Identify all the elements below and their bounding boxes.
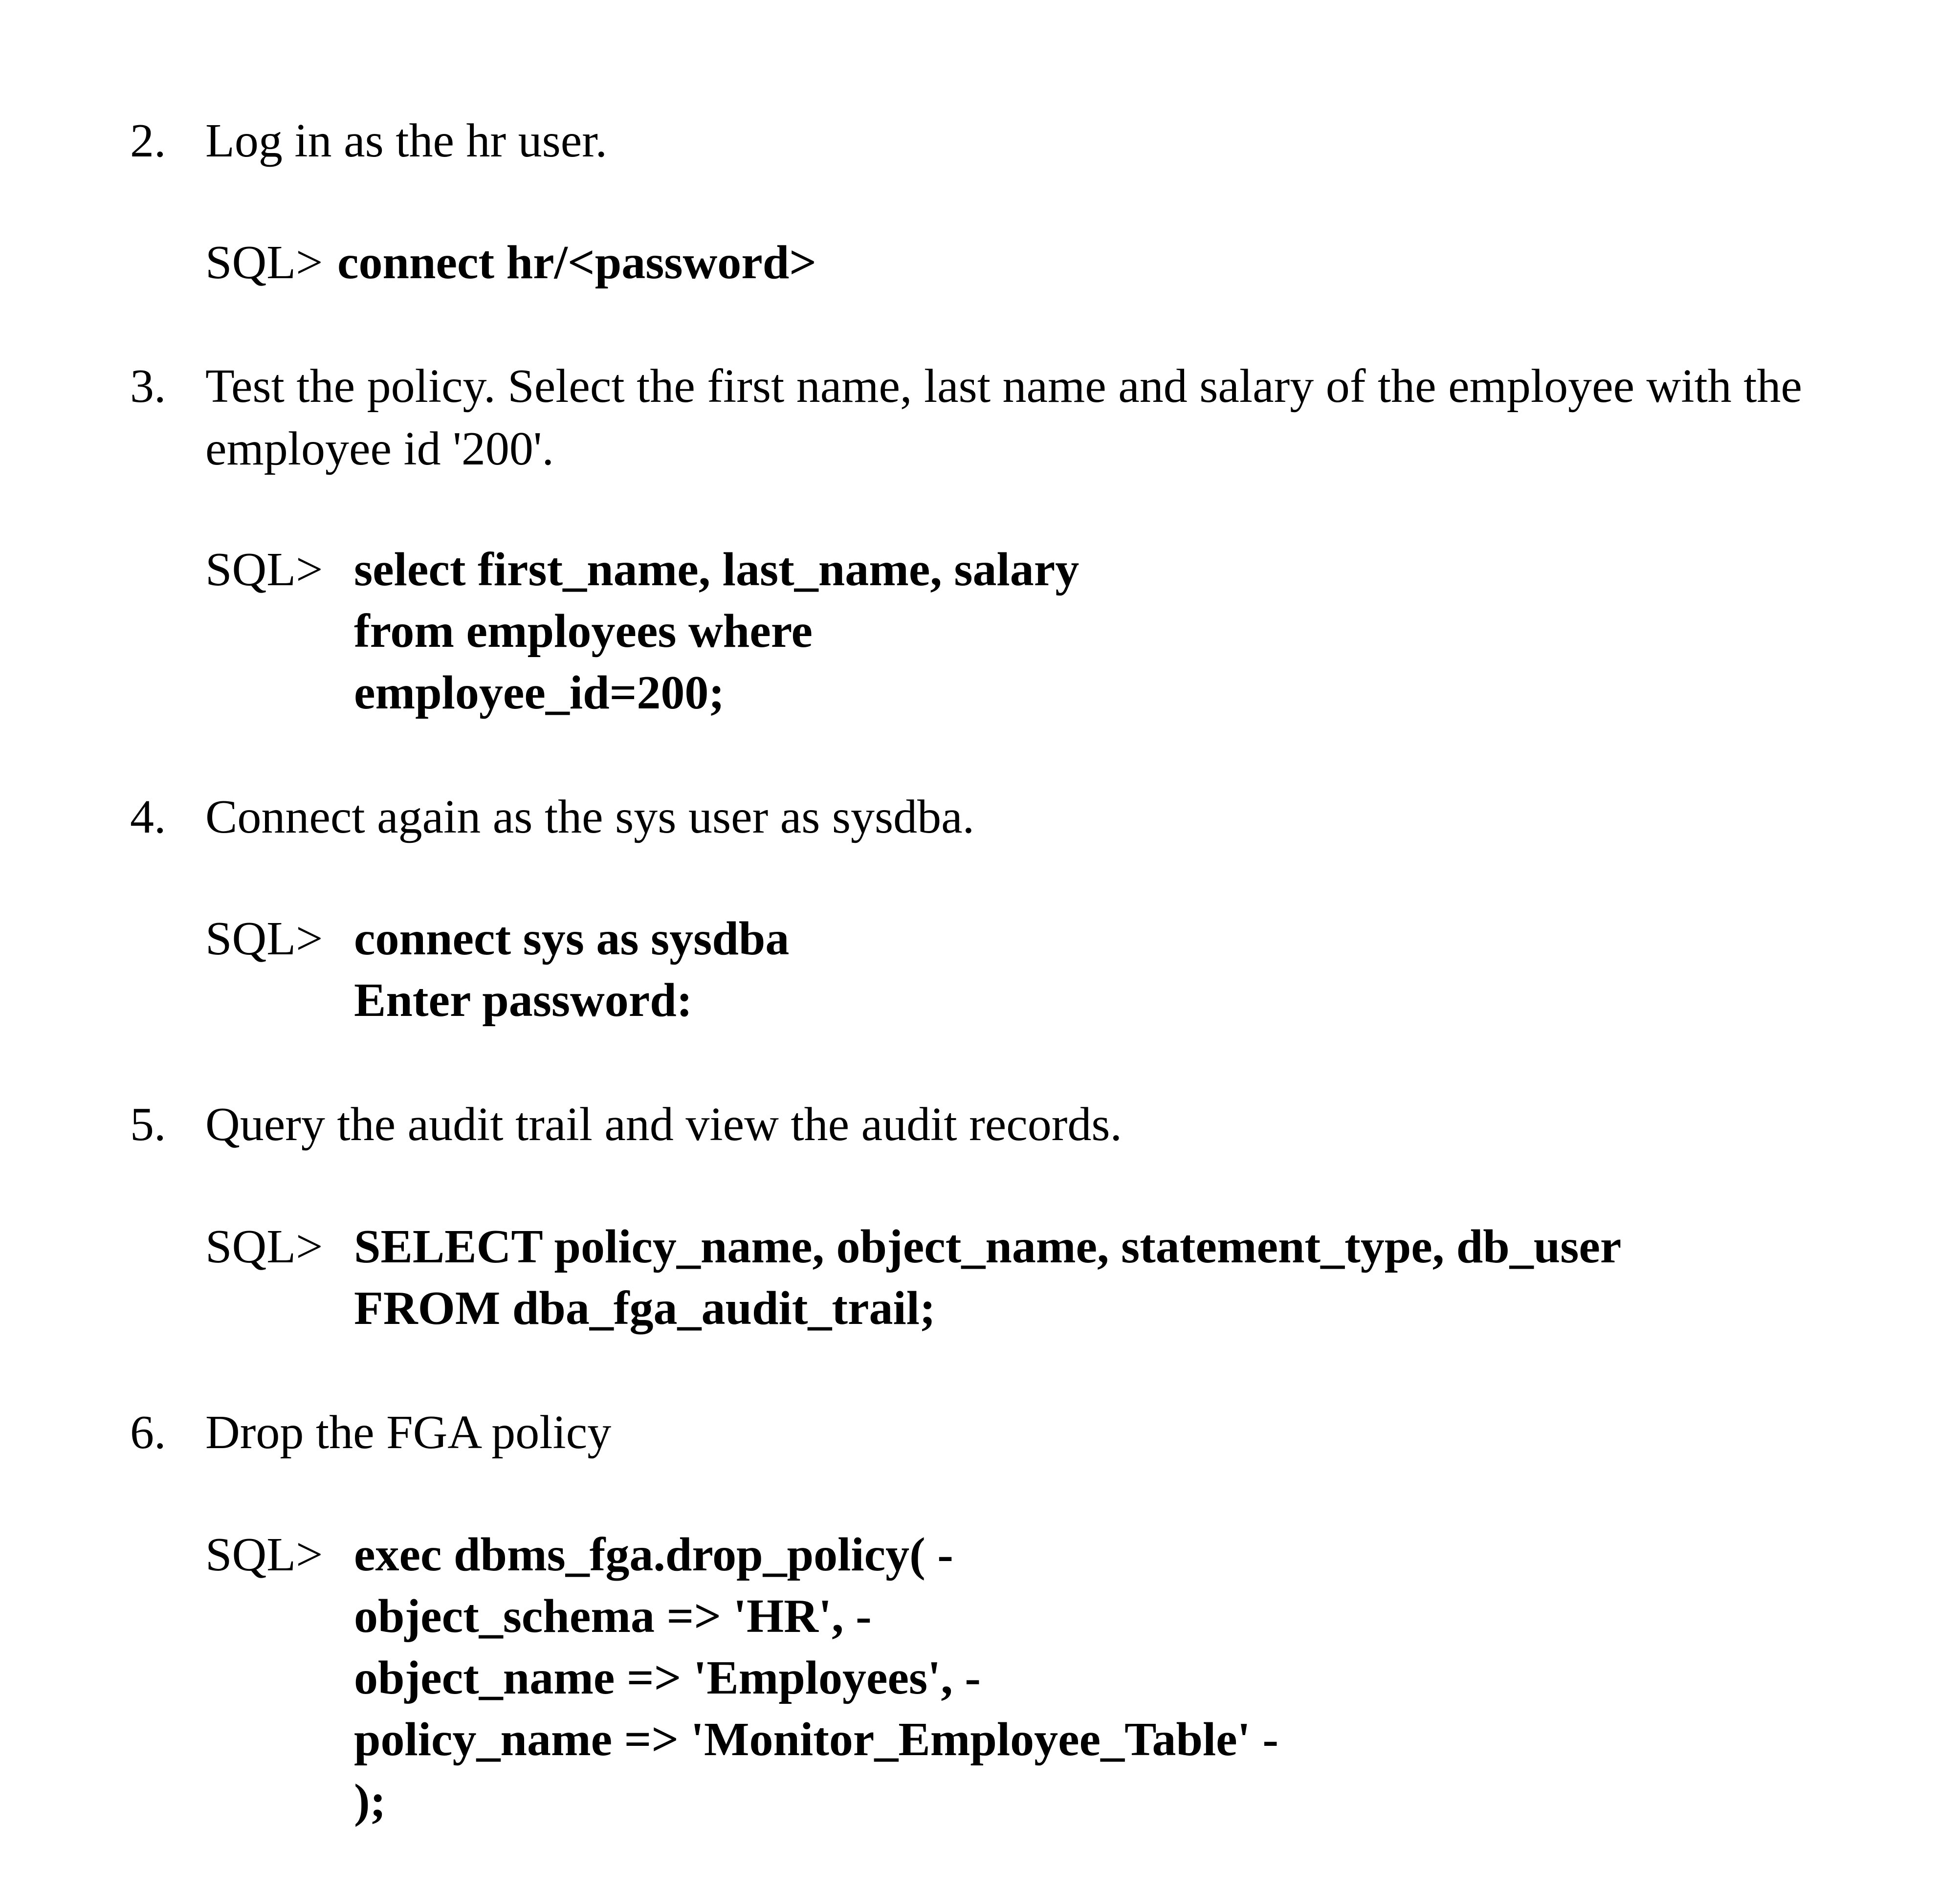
step-instruction: Query the audit trail and view the audit records. [205, 1098, 1122, 1151]
step-number: 2. [130, 114, 166, 167]
code-line: ); [354, 1775, 386, 1827]
code-line: exec dbms_fga.drop_policy( - [354, 1528, 953, 1581]
step-number: 3. [130, 360, 166, 413]
instruction-line: employee id '200'. [205, 422, 554, 475]
step-number: 6. [130, 1406, 166, 1459]
step-instruction [205, 355, 1868, 480]
code-line: Enter password: [354, 974, 693, 1027]
code-line: select first_name, last_name, salary [354, 543, 1079, 596]
sql-prompt: SQL> [205, 1220, 323, 1273]
code-line: policy_name => 'Monitor_Employee_Table' - [354, 1713, 1279, 1766]
sql-prompt: SQL> [205, 236, 323, 289]
sql-prompt: SQL> [205, 1528, 323, 1581]
step-instruction: Connect again as the sys user as sysdba. [205, 791, 975, 843]
sql-code [354, 908, 789, 1031]
sql-prompt: SQL> [205, 912, 323, 965]
sql-prompt: SQL> [205, 543, 323, 596]
code-line: SELECT policy_name, object_name, statement_type, db_user [354, 1220, 1622, 1273]
code-line: from employees where [354, 605, 813, 658]
step-number: 5. [130, 1098, 166, 1151]
sql-code [354, 1216, 1621, 1339]
sql-code [354, 1524, 1278, 1832]
code-line: employee_id=200; [354, 666, 725, 719]
code-line: connect hr/<password> [337, 236, 817, 289]
code-line: FROM dba_fga_audit_trail; [354, 1282, 936, 1335]
code-line: object_name => 'Employees', - [354, 1651, 981, 1704]
instruction-line: Test the policy. Select the first name, last name and salary of the employee with the [205, 360, 1803, 413]
sql-code [354, 539, 1079, 724]
sql-code [337, 232, 816, 293]
step-instruction: Drop the FGA policy [205, 1406, 612, 1459]
code-line: object_schema => 'HR', - [354, 1590, 872, 1643]
step-instruction: Log in as the hr user. [205, 114, 607, 167]
code-line: connect sys as sysdba [354, 912, 790, 965]
step-number: 4. [130, 791, 166, 843]
